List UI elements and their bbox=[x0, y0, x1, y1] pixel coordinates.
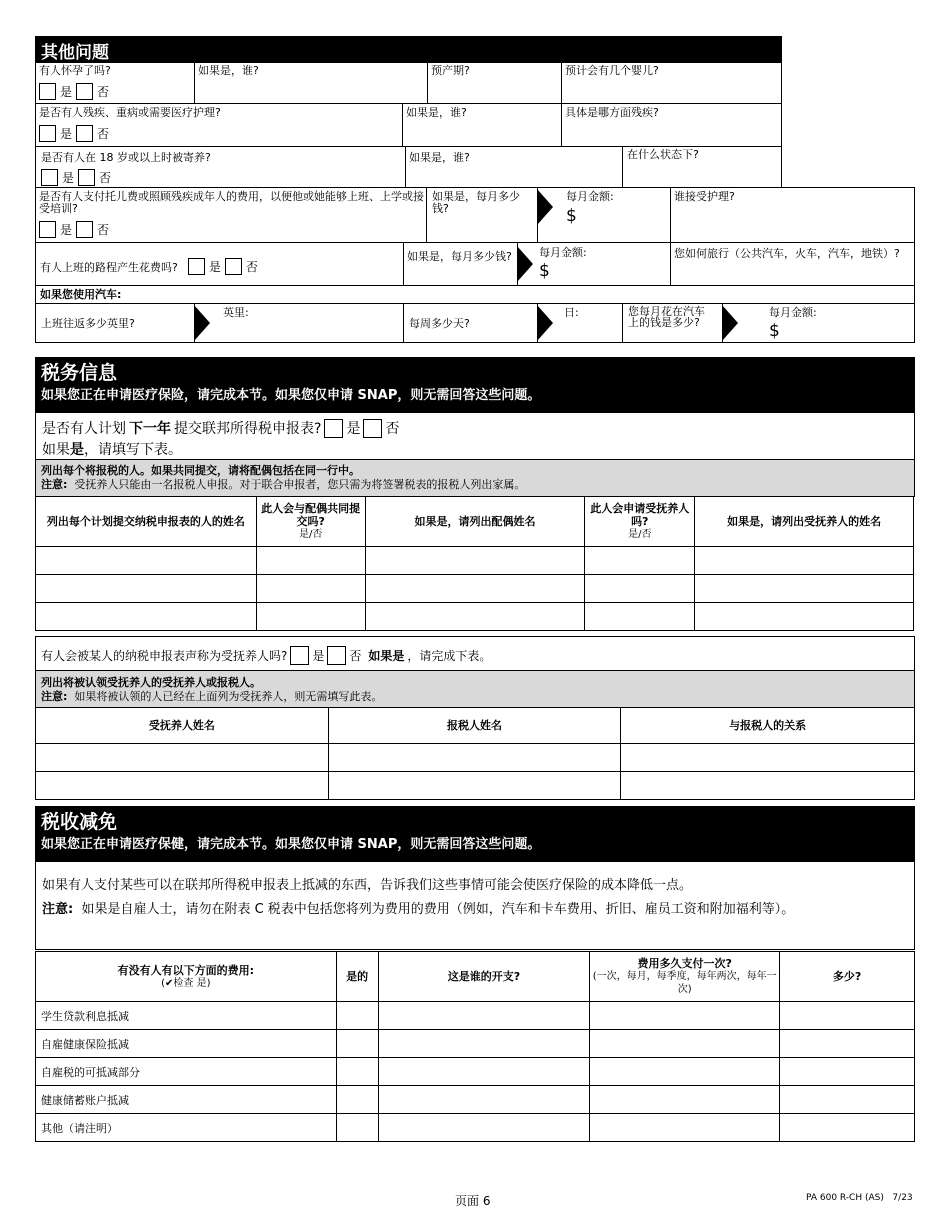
page-number: 页面 6 bbox=[455, 1194, 491, 1208]
plan-yes-checkbox[interactable] bbox=[324, 419, 343, 438]
disabled-how-label: 具体是哪方面残疾? bbox=[565, 106, 659, 119]
no-label: 否 bbox=[99, 171, 112, 185]
dependent-if-text: ，请完成下表。 bbox=[407, 649, 492, 663]
foster-state-label: 在什么状态下? bbox=[627, 148, 699, 161]
care-monthly-cell bbox=[426, 187, 538, 243]
section-header-tax bbox=[35, 357, 915, 413]
yes-label: 是 bbox=[60, 85, 73, 99]
days-label: 日: bbox=[564, 306, 579, 319]
travel-field[interactable] bbox=[670, 242, 915, 286]
row-label: 自雇税的可抵减部分 bbox=[36, 1058, 337, 1086]
disabled-cell bbox=[35, 103, 403, 147]
pregnant-who-field[interactable] bbox=[194, 62, 428, 104]
plan-instruction-b: ，请填写下表。 bbox=[84, 442, 182, 458]
col-taxpayer-name: 报税人姓名 bbox=[328, 708, 621, 744]
yes-label: 是 bbox=[208, 260, 221, 274]
car-header-row bbox=[35, 285, 915, 304]
days-question: 每周多少天? bbox=[409, 317, 470, 330]
col-expense-type: 有没有人有以下方面的费用: (✔检查 是) bbox=[36, 952, 337, 1002]
monthly-amount-label: 每月金额: bbox=[769, 306, 817, 319]
plan-no-checkbox[interactable] bbox=[363, 419, 382, 438]
dependent-yes-checkbox[interactable] bbox=[290, 646, 309, 665]
yes-checkbox-cell[interactable] bbox=[336, 1030, 378, 1058]
car-header: 如果您使用汽车: bbox=[40, 288, 122, 301]
col-amount: 多少? bbox=[780, 952, 915, 1002]
yes-label: 是 bbox=[62, 171, 75, 185]
col-dependents: 如果是，请列出受抚养人的姓名 bbox=[695, 497, 914, 547]
yes-label: 是 bbox=[346, 421, 361, 437]
dependent-question: 有人会被某人的纳税申报表声称为受抚养人吗? bbox=[41, 649, 288, 663]
note-text: 受抚养人只能由一名报税人申报。对于联合申报者，您只需为将签署税表的报税人列出家属。 bbox=[74, 478, 526, 491]
row-label: 健康储蓄账户抵减 bbox=[36, 1086, 337, 1114]
table-row bbox=[36, 1058, 915, 1086]
col-relationship: 与报税人的关系 bbox=[621, 708, 915, 744]
col-yes: 是的 bbox=[336, 952, 378, 1002]
table-row bbox=[36, 1114, 915, 1142]
babies-label: 预计会有几个婴儿? bbox=[565, 64, 659, 77]
plan-instruction-bold: 是 bbox=[70, 442, 84, 458]
tax-note bbox=[35, 459, 915, 497]
col-filer-name: 列出每个计划提交纳税申报表的人的姓名 bbox=[36, 497, 257, 547]
due-date-label: 预产期? bbox=[431, 64, 470, 77]
dependent-note bbox=[35, 670, 915, 708]
dollar-sign: $ bbox=[539, 261, 550, 281]
disabled-who-label: 如果是，谁? bbox=[406, 106, 467, 119]
table-row bbox=[36, 1002, 915, 1030]
dependent-no-checkbox[interactable] bbox=[327, 646, 346, 665]
babies-field[interactable] bbox=[561, 62, 782, 104]
pregnant-who-label: 如果是，谁? bbox=[198, 64, 259, 77]
tax-plan-row bbox=[35, 413, 915, 460]
yes-checkbox-cell[interactable] bbox=[336, 1086, 378, 1114]
col-spouse: 如果是，请列出配偶姓名 bbox=[365, 497, 585, 547]
yes-label: 是 bbox=[60, 223, 73, 237]
care-who-label: 谁接受护理? bbox=[674, 190, 735, 203]
miles-field[interactable] bbox=[194, 303, 404, 343]
commute-monthly-cell bbox=[403, 242, 518, 286]
care-monthly-question: 如果是，每月多少钱? bbox=[432, 190, 520, 215]
pregnant-question: 有人怀孕了吗? bbox=[39, 64, 111, 77]
table-row bbox=[36, 575, 914, 603]
row-label: 学生贷款利息抵减 bbox=[36, 1002, 337, 1030]
care-cell bbox=[35, 187, 427, 243]
pregnant-cell bbox=[35, 62, 195, 104]
care-question: 是否有人支付托儿费或照顾残疾成年人的费用，以便他或她能够上班、上学或接受培训? bbox=[39, 190, 424, 215]
note-bold: 列出每个将报税的人。如果共同提交，请将配偶包括在同一行中。 bbox=[41, 464, 360, 477]
section-subtitle: 如果您正在申请医疗保险，请完成本节。如果您仅申请 SNAP，则无需回答这些问题。 bbox=[41, 388, 541, 403]
disabled-yes-checkbox[interactable] bbox=[39, 125, 56, 142]
miles-label: 英里: bbox=[223, 306, 249, 319]
car-spend-cell bbox=[622, 303, 723, 343]
note-text: 如果将被认领的人已经在上面列为受抚养人，则无需填写此表。 bbox=[74, 690, 383, 703]
row-label: 自雇健康保险抵减 bbox=[36, 1030, 337, 1058]
commute-yes-checkbox[interactable] bbox=[188, 258, 205, 275]
monthly-amount-label: 每月金额: bbox=[539, 246, 587, 259]
deductions-table bbox=[35, 951, 915, 1142]
travel-label: 您如何旅行（公共汽车，火车，汽车，地铁）? bbox=[674, 247, 900, 260]
care-yes-checkbox[interactable] bbox=[39, 221, 56, 238]
section-title: 税务信息 bbox=[41, 362, 118, 384]
disabled-question: 是否有人残疾、重病或需要医疗护理? bbox=[39, 106, 221, 119]
col-whose: 这是谁的开支? bbox=[378, 952, 590, 1002]
note-label: 注意: bbox=[42, 902, 74, 917]
miles-cell bbox=[35, 303, 195, 343]
foster-state-field[interactable] bbox=[622, 146, 782, 188]
care-no-checkbox[interactable] bbox=[76, 221, 93, 238]
monthly-amount-label: 每月金额: bbox=[566, 190, 614, 203]
plan-instruction-a: 如果 bbox=[42, 442, 70, 458]
table-row bbox=[36, 772, 915, 800]
foster-cell bbox=[35, 146, 406, 188]
commute-monthly-question: 如果是，每月多少钱? bbox=[407, 250, 512, 263]
disabled-how-field[interactable] bbox=[561, 103, 782, 147]
intro-text: 如果有人支付某些可以在联邦所得税申报表上抵减的东西，告诉我们这些事情可能会使医疗保险的成本降低一点。 bbox=[42, 878, 693, 893]
col-joint: 此人会与配偶共同提交吗? 是/否 bbox=[256, 497, 365, 547]
pregnant-yes-checkbox[interactable] bbox=[39, 83, 56, 100]
disabled-who-field[interactable] bbox=[402, 103, 562, 147]
yes-checkbox-cell[interactable] bbox=[336, 1058, 378, 1086]
col-claim-dependents: 此人会申请受抚养人吗? 是/否 bbox=[585, 497, 695, 547]
yes-label: 是 bbox=[60, 127, 73, 141]
plan-question-bold: 下一年 bbox=[129, 421, 171, 437]
col-frequency: 费用多久支付一次? (一次，每月，每季度，每年两次，每年一次) bbox=[590, 952, 780, 1002]
dollar-sign: $ bbox=[566, 206, 577, 226]
section-subtitle: 如果您正在申请医疗保健，请完成本节。如果您仅申请 SNAP，则无需回答这些问题。 bbox=[41, 837, 541, 852]
dependent-if-bold: 如果是 bbox=[368, 649, 405, 663]
dependents-table bbox=[35, 707, 915, 800]
note-label: 注意: bbox=[41, 478, 68, 491]
due-date-field[interactable] bbox=[427, 62, 562, 104]
col-dependent-name: 受抚养人姓名 bbox=[36, 708, 329, 744]
care-who-field[interactable] bbox=[670, 187, 915, 243]
yes-checkbox-cell[interactable] bbox=[336, 1002, 378, 1030]
no-label: 否 bbox=[97, 85, 110, 99]
care-amount-field[interactable] bbox=[537, 187, 671, 243]
form-id: PA 600 R-CH (AS) 7/23 bbox=[806, 1193, 913, 1203]
deductions-intro bbox=[35, 862, 915, 950]
section-title: 其他问题 bbox=[41, 43, 109, 63]
disabled-no-checkbox[interactable] bbox=[76, 125, 93, 142]
no-label: 否 bbox=[349, 649, 362, 663]
yes-checkbox-cell[interactable] bbox=[336, 1114, 378, 1142]
table-row bbox=[36, 1086, 915, 1114]
note-bold: 列出将被认领受抚养人的受抚养人或报税人。 bbox=[41, 676, 261, 689]
commute-no-checkbox[interactable] bbox=[225, 258, 242, 275]
dollar-sign: $ bbox=[769, 321, 780, 341]
section-header-other bbox=[35, 36, 782, 62]
no-label: 否 bbox=[97, 223, 110, 237]
yes-label: 是 bbox=[312, 649, 325, 663]
days-field[interactable] bbox=[537, 303, 623, 343]
no-label: 否 bbox=[385, 421, 400, 437]
table-row bbox=[36, 1030, 915, 1058]
table-row bbox=[36, 547, 914, 575]
plan-question-a: 是否有人计划 bbox=[42, 421, 126, 437]
note-label: 注意: bbox=[41, 690, 68, 703]
no-label: 否 bbox=[97, 127, 110, 141]
table-row bbox=[36, 603, 914, 631]
pregnant-no-checkbox[interactable] bbox=[76, 83, 93, 100]
car-amount-field[interactable] bbox=[722, 303, 915, 343]
car-spend-question: 您每月花在汽车上的钱是多少? bbox=[628, 305, 705, 329]
commute-question: 有人上班的路程产生花费吗? bbox=[40, 260, 178, 274]
no-label: 否 bbox=[245, 260, 258, 274]
days-cell bbox=[403, 303, 538, 343]
tax-filers-table bbox=[35, 496, 914, 631]
dependent-row bbox=[35, 636, 915, 671]
miles-question: 上班往返多少英里? bbox=[41, 317, 135, 330]
section-title: 税收减免 bbox=[41, 811, 118, 833]
foster-yes-checkbox[interactable] bbox=[41, 169, 58, 186]
note-text: 如果是自雇人士，请勿在附表 C 税表中包括您将列为费用的费用（例如，汽车和卡车费用、折旧、雇员工资和附加福利等）。 bbox=[81, 902, 795, 917]
foster-who-label: 如果是，谁? bbox=[409, 151, 470, 164]
section-header-deductions bbox=[35, 806, 915, 862]
commute-amount-field[interactable] bbox=[517, 242, 671, 286]
row-label: 其他（请注明） bbox=[36, 1114, 337, 1142]
table-row bbox=[36, 744, 915, 772]
foster-question: 是否有人在 18 岁或以上时被寄养? bbox=[41, 151, 211, 164]
foster-who-field[interactable] bbox=[405, 146, 623, 188]
plan-question-b: 提交联邦所得税申报表? bbox=[174, 421, 322, 437]
commute-cell bbox=[35, 242, 404, 286]
foster-no-checkbox[interactable] bbox=[78, 169, 95, 186]
